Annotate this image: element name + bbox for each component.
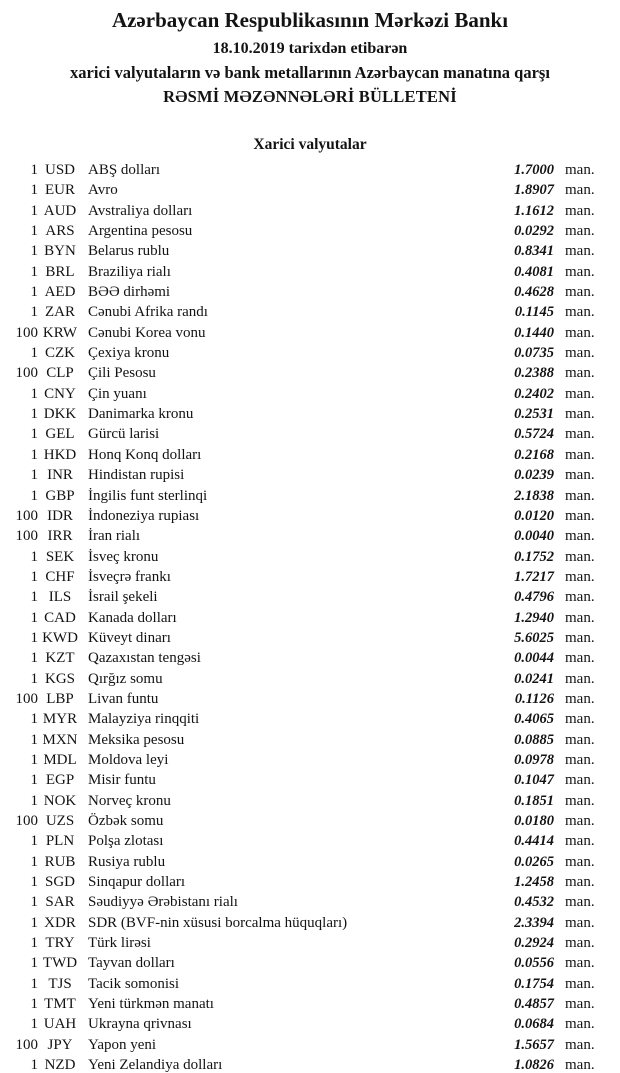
quantity-cell: 1 [30,446,38,463]
unit-label-cell: man. [565,751,595,768]
table-row [0,852,620,872]
currency-name-cell: İndoneziya rupiası [88,507,200,524]
rate-value-cell: 0.0885 [514,731,554,748]
quantity-cell: 1 [30,996,38,1013]
rate-value-cell: 0.4065 [514,711,554,728]
rate-value-cell: 0.4857 [514,996,554,1013]
table-row [0,486,620,506]
currency-name-cell: Yapon yeni [88,1036,157,1053]
rate-value-cell: 0.0684 [514,1016,554,1033]
table-row [0,506,620,526]
unit-label-cell: man. [565,324,595,341]
quantity-cell: 1 [30,1016,38,1033]
unit-label-cell: man. [565,1016,595,1033]
quantity-cell: 1 [30,263,38,280]
unit-label-cell: man. [565,182,595,199]
table-row [0,445,620,465]
unit-label-cell: man. [565,426,595,443]
currency-name-cell: Cənubi Afrika randı [88,304,208,321]
currency-name-cell: Ukrayna qrivnası [88,1016,192,1033]
unit-label-cell: man. [565,243,595,260]
currency-name-cell: Qırğız somu [88,670,163,687]
rate-value-cell: 0.2402 [514,385,554,402]
unit-label-cell: man. [565,813,595,829]
quantity-cell: 1 [30,874,38,891]
table-row [0,608,620,628]
currency-code-cell: TMT [44,996,76,1013]
quantity-cell: 1 [30,385,38,402]
unit-label-cell: man. [565,528,595,545]
unit-label-cell: man. [565,955,595,972]
quantity-cell: 100 [15,1036,38,1053]
bank-title: Azərbaycan Respublikasının Mərkəzi Bankı [111,8,509,32]
table-row [0,160,620,180]
currency-name-cell: Livan funtu [88,690,159,707]
rate-value-cell: 0.1440 [514,324,554,341]
quantity-cell: 100 [15,365,38,382]
quantity-cell: 1 [30,1057,38,1073]
rate-value-cell: 5.6025 [514,629,554,646]
table-row [0,547,620,567]
unit-label-cell: man. [565,670,595,687]
table-row [0,831,620,851]
quantity-cell: 1 [30,284,38,301]
table-row [0,384,620,404]
quantity-cell: 1 [30,792,38,809]
table-row [0,262,620,282]
scope-line: xarici valyutaların və bank metallarının Azərbaycan manatına qarşı [70,63,550,82]
table-row [0,1035,620,1055]
effective-date-line: 18.10.2019 tarixdən etibarən [212,40,408,57]
unit-label-cell: man. [565,487,595,504]
table-row [0,404,620,424]
unit-label-cell: man. [565,406,595,423]
quantity-cell: 1 [30,589,38,606]
currency-name-cell: Malayziya rinqqiti [88,711,200,728]
table-row [0,953,620,973]
currency-name-cell: Norveç kronu [88,792,171,809]
currency-name-cell: Çin yuanı [88,385,147,402]
currency-code-cell: UZS [45,813,75,829]
currency-name-cell: Tacik somonisi [88,975,180,992]
currency-code-cell: GEL [45,426,75,443]
currency-name-cell: Polşa zlotası [88,833,164,850]
quantity-cell: 100 [15,324,38,341]
unit-label-cell: man. [565,629,595,646]
rate-value-cell: 1.0826 [514,1057,554,1073]
table-row [0,933,620,953]
currency-name-cell: Moldova leyi [88,751,169,768]
currency-name-cell: Gürcü larisi [88,426,160,443]
table-row [0,689,620,709]
table-row [0,709,620,729]
unit-label-cell: man. [565,853,595,870]
currency-code-cell: JPY [47,1036,73,1053]
rate-value-cell: 0.0265 [514,853,554,870]
unit-label-cell: man. [565,202,595,219]
quantity-cell: 1 [30,304,38,321]
table-row [0,343,620,363]
quantity-cell: 1 [30,853,38,870]
quantity-cell: 1 [30,487,38,504]
rate-value-cell: 1.2458 [514,874,554,891]
currency-name-cell: İran rialı [88,528,141,545]
currency-code-cell: CNY [44,385,76,402]
unit-label-cell: man. [565,365,595,382]
currency-code-cell: ZAR [45,304,75,321]
unit-label-cell: man. [565,162,595,178]
rate-value-cell: 0.1126 [514,690,554,707]
currency-code-cell: ILS [48,589,72,606]
currency-code-cell: SEK [45,548,75,565]
table-row [0,363,620,383]
currency-name-cell: Danimarka kronu [88,406,194,423]
unit-label-cell: man. [565,507,595,524]
quantity-cell: 1 [30,711,38,728]
rate-value-cell: 0.0292 [514,223,554,240]
quantity-cell: 1 [30,223,38,240]
currency-name-cell: Kanada dolları [88,609,177,626]
unit-label-cell: man. [565,874,595,891]
currency-code-cell: CAD [44,609,76,626]
table-row [0,994,620,1014]
quantity-cell: 1 [30,406,38,423]
quantity-cell: 1 [30,650,38,667]
rate-value-cell: 0.4081 [514,263,554,280]
unit-label-cell: man. [565,792,595,809]
rate-value-cell: 0.1145 [514,304,554,321]
quantity-cell: 1 [30,935,38,952]
table-row [0,1055,620,1073]
table-row [0,872,620,892]
currency-name-cell: Qazaxıstan tengəsi [88,650,201,667]
currency-name-cell: Sinqapur dolları [88,874,186,891]
currency-name-cell: Tayvan dolları [88,955,175,972]
rate-value-cell: 2.1838 [514,487,554,504]
table-row [0,974,620,994]
currency-code-cell: IDR [47,507,73,524]
rate-value-cell: 1.8907 [514,182,554,199]
table-row [0,302,620,322]
unit-label-cell: man. [565,548,595,565]
currency-name-cell: Meksika pesosu [88,731,185,748]
quantity-cell: 1 [30,426,38,443]
rate-value-cell: 0.1851 [514,792,554,809]
currency-code-cell: BRL [45,263,75,280]
quantity-cell: 100 [15,690,38,707]
unit-label-cell: man. [565,446,595,463]
quantity-cell: 1 [30,751,38,768]
currency-name-cell: BƏƏ dirhəmi [88,284,171,301]
rate-value-cell: 0.4796 [514,589,554,606]
table-row [0,1014,620,1034]
quantity-cell: 1 [30,182,38,199]
rate-value-cell: 0.2924 [514,935,554,952]
table-row [0,282,620,302]
currency-code-cell: DKK [43,406,77,423]
unit-label-cell: man. [565,772,595,789]
table-row [0,669,620,689]
quantity-cell: 1 [30,772,38,789]
currency-name-cell: İsrail şekeli [88,589,158,606]
currency-code-cell: MDL [43,751,77,768]
currency-name-cell: Türk lirəsi [88,935,151,952]
currency-code-cell: NOK [43,792,77,809]
rate-value-cell: 0.2388 [514,365,554,382]
rate-value-cell: 0.0735 [514,345,554,362]
unit-label-cell: man. [565,568,595,585]
currency-code-cell: GBP [45,487,75,504]
currency-name-cell: Çili Pesosu [88,365,156,382]
table-row [0,424,620,444]
rate-value-cell: 1.1612 [514,202,554,219]
rate-value-cell: 0.5724 [514,426,554,443]
table-row [0,648,620,668]
currency-name-cell: Rusiya rublu [88,853,166,870]
currency-code-cell: MXN [42,731,78,748]
currency-code-cell: ARS [45,223,75,240]
currency-name-cell: Belarus rublu [88,243,170,260]
unit-label-cell: man. [565,914,595,931]
currency-name-cell: Argentina pesosu [88,223,193,240]
quantity-cell: 1 [30,243,38,260]
table-row [0,180,620,200]
currency-code-cell: PLN [45,833,75,850]
currency-name-cell: Misir funtu [88,772,156,789]
currency-code-cell: NZD [44,1057,76,1073]
unit-label-cell: man. [565,975,595,992]
currency-name-cell: Yeni Zelandiya dolları [88,1057,223,1073]
rate-value-cell: 1.5657 [514,1036,554,1053]
quantity-cell: 1 [30,670,38,687]
rate-value-cell: 1.7217 [514,568,554,585]
quantity-cell: 1 [30,162,38,178]
quantity-cell: 1 [30,467,38,484]
unit-label-cell: man. [565,223,595,240]
rate-value-cell: 0.0180 [514,813,554,829]
rate-value-cell: 0.8341 [514,243,554,260]
currency-name-cell: İngilis funt sterlinqi [88,487,208,504]
table-row [0,791,620,811]
currency-code-cell: SAR [45,894,75,911]
currency-code-cell: TRY [45,935,75,952]
unit-label-cell: man. [565,345,595,362]
table-row [0,913,620,933]
currency-name-cell: Braziliya rialı [88,263,171,280]
currency-name-cell: Honq Konq dolları [88,446,202,463]
currency-name-cell: İsveçrə frankı [88,568,171,585]
table-row [0,323,620,343]
currency-name-cell: Avstraliya dolları [88,202,193,219]
currency-code-cell: CHF [45,568,75,585]
unit-label-cell: man. [565,609,595,626]
exchange-rates-table [0,160,620,1073]
quantity-cell: 1 [30,914,38,931]
table-row [0,465,620,485]
rate-value-cell: 1.2940 [514,609,554,626]
rate-value-cell: 0.1752 [514,548,554,565]
unit-label-cell: man. [565,304,595,321]
unit-label-cell: man. [565,1036,595,1053]
currency-code-cell: TWD [42,955,78,972]
rate-value-cell: 1.7000 [514,162,554,178]
currency-code-cell: IRR [47,528,73,545]
currency-code-cell: AUD [43,202,77,219]
unit-label-cell: man. [565,467,595,484]
currency-name-cell: Çexiya kronu [88,345,170,362]
quantity-cell: 1 [30,629,38,646]
quantity-cell: 1 [30,894,38,911]
table-row [0,587,620,607]
currency-name-cell: Avro [88,182,118,199]
quantity-cell: 1 [30,345,38,362]
currency-code-cell: INR [47,467,73,484]
currency-code-cell: KRW [42,324,78,341]
rate-value-cell: 0.4414 [514,833,554,850]
currency-code-cell: EUR [45,182,75,199]
rate-value-cell: 0.1754 [514,975,554,992]
rate-value-cell: 0.0044 [514,650,554,667]
quantity-cell: 100 [15,813,38,829]
table-row [0,892,620,912]
table-row [0,811,620,831]
currency-code-cell: KWD [42,629,78,646]
section-title-foreign-currencies: Xarici valyutalar [253,136,367,153]
unit-label-cell: man. [565,385,595,402]
quantity-cell: 1 [30,202,38,219]
currency-name-cell: Yeni türkmən manatı [88,996,214,1013]
unit-label-cell: man. [565,589,595,606]
currency-name-cell: SDR (BVF-nin xüsusi borcalma hüquqları) [88,914,348,931]
quantity-cell: 100 [15,528,38,545]
quantity-cell: 1 [30,975,38,992]
rate-value-cell: 0.1047 [514,772,554,789]
rate-value-cell: 0.0556 [514,955,554,972]
currency-code-cell: RUB [44,853,76,870]
currency-name-cell: Cənubi Korea vonu [88,324,206,341]
currency-code-cell: LBP [46,690,74,707]
currency-code-cell: TJS [48,975,72,992]
table-row [0,730,620,750]
unit-label-cell: man. [565,284,595,301]
unit-label-cell: man. [565,731,595,748]
currency-code-cell: KGS [44,670,75,687]
rate-value-cell: 0.2168 [514,446,554,463]
currency-code-cell: AED [44,284,76,301]
currency-code-cell: HKD [43,446,77,463]
currency-code-cell: XDR [44,914,76,931]
rate-value-cell: 0.0978 [514,751,554,768]
currency-code-cell: EGP [45,772,75,789]
currency-name-cell: ABŞ dolları [88,162,161,178]
unit-label-cell: man. [565,650,595,667]
currency-code-cell: CZK [45,345,75,362]
unit-label-cell: man. [565,263,595,280]
rate-value-cell: 0.0239 [514,467,554,484]
rate-value-cell: 0.0040 [514,528,554,545]
bulletin-title: RƏSMİ MƏZƏNNƏLƏRİ BÜLLETENİ [163,87,457,106]
currency-code-cell: KZT [45,650,75,667]
currency-name-cell: Səudiyyə Ərəbistanı rialı [88,894,238,911]
unit-label-cell: man. [565,894,595,911]
quantity-cell: 1 [30,609,38,626]
rate-value-cell: 0.2531 [514,406,554,423]
rate-value-cell: 0.4532 [514,894,554,911]
table-row [0,526,620,546]
rate-value-cell: 0.0120 [514,507,554,524]
currency-code-cell: MYR [42,711,78,728]
table-row [0,770,620,790]
quantity-cell: 100 [15,507,38,524]
table-row [0,628,620,648]
currency-code-cell: BYN [44,243,76,260]
rate-value-cell: 0.0241 [514,670,554,687]
currency-code-cell: UAH [43,1016,77,1033]
table-row [0,241,620,261]
quantity-cell: 1 [30,731,38,748]
currency-code-cell: CLP [46,365,74,382]
currency-name-cell: İsveç kronu [88,548,159,565]
quantity-cell: 1 [30,548,38,565]
unit-label-cell: man. [565,935,595,952]
table-row [0,567,620,587]
unit-label-cell: man. [565,1057,595,1073]
quantity-cell: 1 [30,955,38,972]
currency-name-cell: Hindistan rupisi [88,467,185,484]
quantity-cell: 1 [30,833,38,850]
currency-code-cell: SGD [44,874,75,891]
unit-label-cell: man. [565,690,595,707]
rate-value-cell: 0.4628 [514,284,554,301]
table-row [0,750,620,770]
table-row [0,221,620,241]
unit-label-cell: man. [565,711,595,728]
table-row [0,201,620,221]
unit-label-cell: man. [565,833,595,850]
unit-label-cell: man. [565,996,595,1013]
rate-value-cell: 2.3394 [514,914,554,931]
currency-name-cell: Küveyt dinarı [88,629,171,646]
quantity-cell: 1 [30,568,38,585]
currency-code-cell: USD [44,162,75,178]
currency-name-cell: Özbək somu [88,813,164,829]
